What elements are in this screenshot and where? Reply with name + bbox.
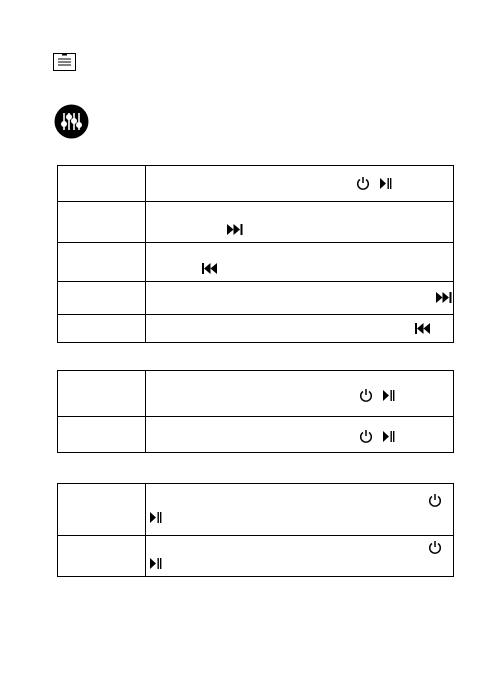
row-label [58,282,146,315]
table-row [58,536,454,577]
manual-note-icon [53,53,76,71]
power-icon [356,176,370,191]
row-description [146,166,454,202]
power-icon [359,429,373,444]
row-label [58,315,146,343]
table-row [58,166,454,202]
row-description [146,484,454,536]
next-track-icon [436,291,453,304]
play-pause-icon [150,510,162,525]
row-description [146,202,454,243]
row-label [58,166,146,202]
row-label [58,484,146,536]
control-table-2 [57,370,454,453]
table-row [58,282,454,315]
previous-track-icon [414,322,431,335]
table-row [58,371,454,417]
power-icon [359,388,373,403]
control-table-1 [57,165,454,343]
table-row [58,315,454,343]
power-icon [428,493,442,508]
row-label [58,202,146,243]
table-row [58,202,454,243]
play-pause-icon [383,388,395,403]
control-table-3 [57,483,454,577]
row-description [146,243,454,282]
row-label [58,243,146,282]
equalizer-settings-icon [54,104,89,139]
row-description [146,417,454,453]
play-pause-icon [383,429,395,444]
row-label [58,417,146,453]
play-pause-icon [150,556,162,571]
table-row [58,484,454,536]
next-track-icon [227,223,244,236]
play-pause-icon [380,176,392,191]
row-description [146,371,454,417]
previous-track-icon [201,262,218,275]
row-description [146,315,454,343]
table-row [58,417,454,453]
row-label [58,371,146,417]
power-icon [428,540,442,555]
row-description [146,282,454,315]
row-label [58,536,146,577]
row-description [146,536,454,577]
table-row [58,243,454,282]
